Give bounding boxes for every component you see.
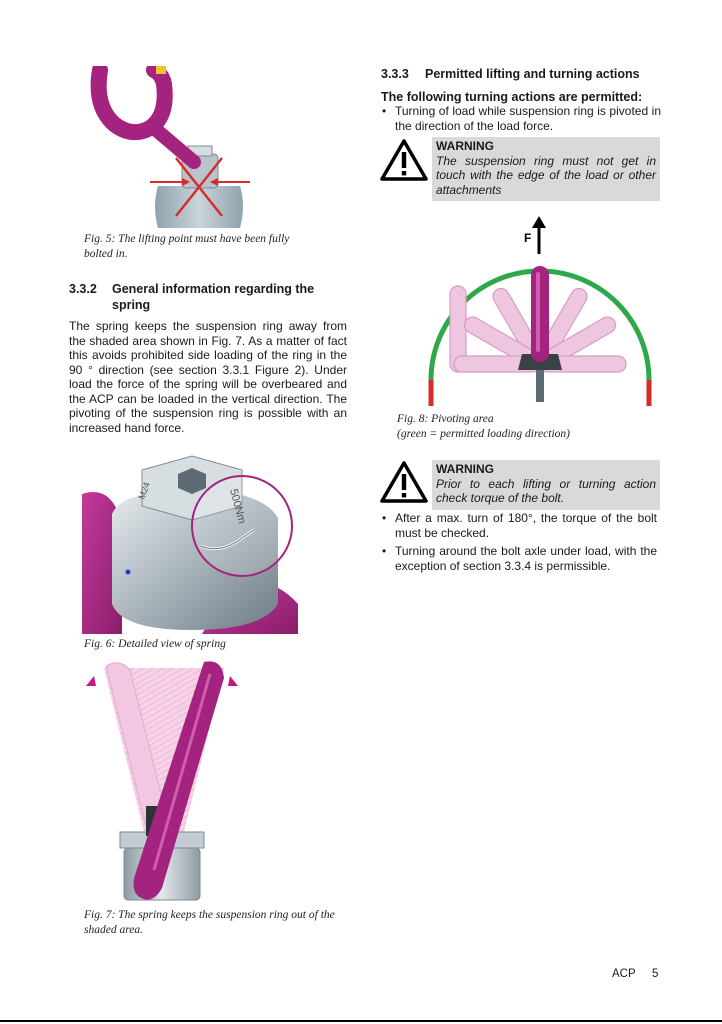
- page-number: 5: [652, 968, 659, 980]
- section-body: The spring keeps the suspension ring away from the shaded area shown in Fig. 7. As a matter of fact this avoids prohibited side loading of the ring in the 90 ° direction (see section 3.3.1 Figure 2). Under load the force of the spring will be overbeared and the ACP can be loaded in the vertical direction. The pivoting of the suspension ring is possible with an increased hand force.: [69, 319, 347, 435]
- fig8-caption-1: Fig. 8: Pivoting area: [397, 413, 494, 425]
- fig6-image: [82, 454, 298, 634]
- warning-text: Prior to each lifting or turning action check torque of the bolt.: [436, 476, 656, 505]
- list-item: • Turning of load while suspension ring is pivoted in the direction of the load force.: [381, 104, 661, 133]
- list-item: • After a max. turn of 180°, the torque of the bolt must be checked.: [381, 511, 657, 540]
- list-item: • Turning around the bolt axle under load, with the exception of section 3.3.4 is permissible.: [381, 544, 657, 573]
- section-333-title: Permitted lifting and turning actions: [425, 67, 640, 81]
- fig5-image: [90, 66, 260, 228]
- fig6-caption: Fig. 6: Detailed view of spring: [84, 638, 226, 650]
- bullet-list-top: [381, 104, 661, 137]
- permitted-subheading: The following turning actions are permitted:: [381, 90, 643, 104]
- section-333-number: 3.3.3: [381, 67, 409, 81]
- warning-title: WARNING: [436, 139, 494, 153]
- warning-box-1: [432, 137, 660, 201]
- footer-brand: ACP: [612, 968, 636, 980]
- force-arrow-head: [532, 216, 546, 228]
- fig8-caption-2: (green = permitted loading direction): [397, 428, 570, 440]
- fig5-caption: Fig. 5: The lifting point must have been fully bolted in.: [84, 233, 290, 260]
- warning-text: The suspension ring must not get in touch with the edge of the load or other attachments: [436, 153, 656, 197]
- fig7-image: [84, 656, 244, 906]
- warning-icon: [380, 461, 428, 503]
- section-number: 3.3.2: [69, 282, 97, 296]
- fig8-diagram: [420, 214, 660, 410]
- section-title: General information regarding the spring: [112, 282, 315, 312]
- warning-title: WARNING: [436, 462, 494, 476]
- bullet-list-bottom: [381, 511, 657, 577]
- force-label: F: [524, 231, 532, 245]
- fig7-caption: Fig. 7: The spring keeps the suspension ring out of the shaded area.: [84, 909, 335, 936]
- warning-icon: [380, 139, 428, 181]
- bolt-thread: [536, 368, 544, 402]
- bottom-rule: [0, 1020, 722, 1022]
- warning-box-2: [432, 460, 660, 510]
- bolt-marking: M24: [136, 480, 152, 501]
- torque-marking: 500Nm: [227, 487, 248, 526]
